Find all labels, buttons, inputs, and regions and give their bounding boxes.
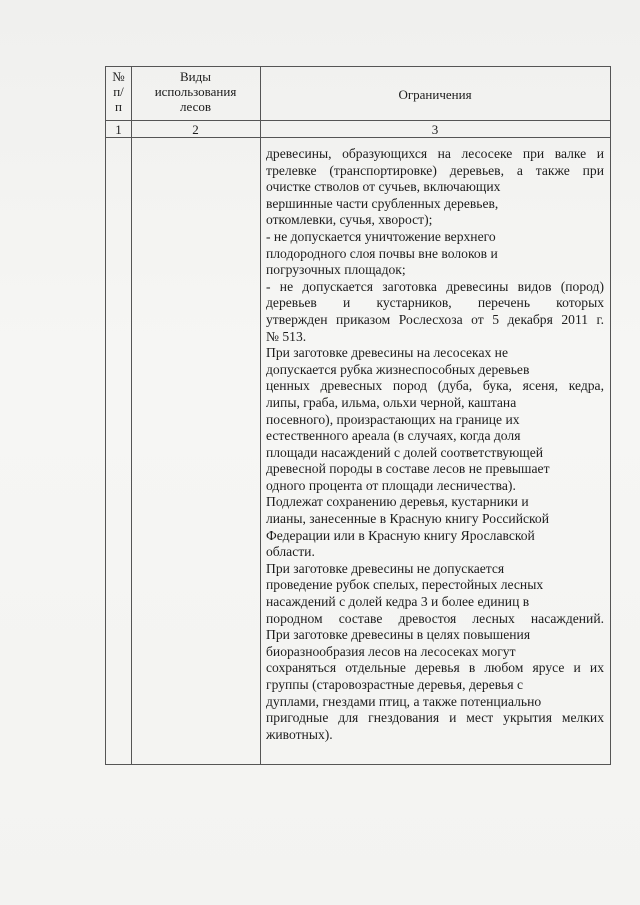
header-number-cell bbox=[106, 69, 131, 114]
text-line: № 513. bbox=[266, 328, 307, 344]
text-line: проведение рубок спелых, перестойных лесных bbox=[266, 577, 544, 593]
text-line: плодородного слоя почвы вне волоков и bbox=[266, 245, 498, 261]
column-number-1: 1 bbox=[115, 122, 122, 137]
header-number-line-1: № bbox=[112, 69, 125, 84]
text-line: лианы, занесенные в Красную книгу Российской bbox=[266, 511, 549, 527]
text-line: Федерации или в Красную книгу Ярославской bbox=[266, 527, 535, 543]
column-divider-2 bbox=[260, 67, 261, 764]
text-line: животных). bbox=[266, 726, 333, 742]
text-line: откомлевки, сучья, хворост); bbox=[266, 212, 433, 228]
text-line: сохраняться отдельные деревья в любом ярусе и их bbox=[266, 660, 604, 676]
text-line: древесины, образующихся на лесосеке при валке и bbox=[266, 146, 604, 161]
restrictions-text bbox=[266, 146, 604, 743]
text-line: вершинные части срубленных деревьев, bbox=[266, 195, 499, 211]
text-line: области. bbox=[266, 544, 315, 560]
column-number-2: 2 bbox=[192, 122, 199, 137]
text-line: - не допускается уничтожение верхнего bbox=[266, 228, 496, 244]
column-divider-1 bbox=[131, 67, 132, 764]
text-line: одного процента от площади лесничества). bbox=[266, 477, 516, 493]
text-line: - не допускается заготовка древесины видов (пород) bbox=[266, 278, 604, 294]
text-line: Подлежат сохранению деревья, кустарники и bbox=[266, 494, 529, 510]
text-line: При заготовке древесины не допускается bbox=[266, 560, 505, 576]
header-divider bbox=[106, 120, 610, 121]
header-restrictions-label: Ограничения bbox=[398, 87, 472, 102]
column-number-3: 3 bbox=[431, 122, 439, 137]
text-line: насаждений с долей кедра 3 и более единиц в bbox=[266, 594, 530, 610]
text-line: породном составе древостоя лесных насаждений. bbox=[266, 610, 604, 626]
text-line: дуплами, гнездами птиц, а также потенциально bbox=[266, 693, 542, 709]
text-line: естественного ареала (в случаях, когда доля bbox=[266, 428, 521, 444]
text-line: древесной породы в составе лесов не превышает bbox=[266, 461, 550, 477]
header-restrictions-cell bbox=[260, 87, 610, 102]
text-line: посевного), произрастающих на границе их bbox=[266, 411, 520, 427]
text-line: утвержден приказом Рослесхоза от 5 декабря 2011 г. bbox=[266, 311, 604, 327]
text-line: допускается рубка жизнеспособных деревьев bbox=[266, 361, 530, 377]
text-line: деревьев и кустарников, перечень которых bbox=[266, 295, 604, 311]
restrictions-table bbox=[105, 66, 611, 765]
text-line: пригодные для гнездования и мест укрытия мелких bbox=[266, 710, 604, 726]
text-line: ценных древесных пород (дуба, бука, ясеня, кедра, bbox=[266, 378, 604, 394]
text-line: группы (старовозрастные деревья, деревья с bbox=[266, 677, 524, 692]
header-usage-line-3: лесов bbox=[180, 99, 211, 114]
text-line: При заготовке древесины на лесосеках не bbox=[266, 345, 508, 361]
header-usage-line-1: Виды bbox=[180, 69, 211, 84]
text-line: трелевке (транспортировке) деревьев, а также при bbox=[266, 162, 604, 178]
numbering-divider bbox=[106, 137, 610, 138]
text-line: биоразнообразия лесов на лесосеках могут bbox=[266, 643, 516, 659]
text-line: очистке стволов от сучьев, включающих bbox=[266, 179, 501, 195]
text-line: погрузочных площадок; bbox=[266, 262, 406, 278]
text-line: площади насаждений с долей соответствующей bbox=[266, 444, 544, 460]
text-line: При заготовке древесины в целях повышения bbox=[266, 627, 531, 643]
header-usage-types-cell bbox=[131, 69, 260, 114]
text-line: липы, граба, ильма, ольхи черной, каштана bbox=[266, 394, 517, 410]
header-number-line-2: п/ bbox=[113, 84, 124, 99]
header-usage-line-2: использования bbox=[154, 84, 237, 99]
header-number-line-3: п bbox=[115, 99, 122, 114]
